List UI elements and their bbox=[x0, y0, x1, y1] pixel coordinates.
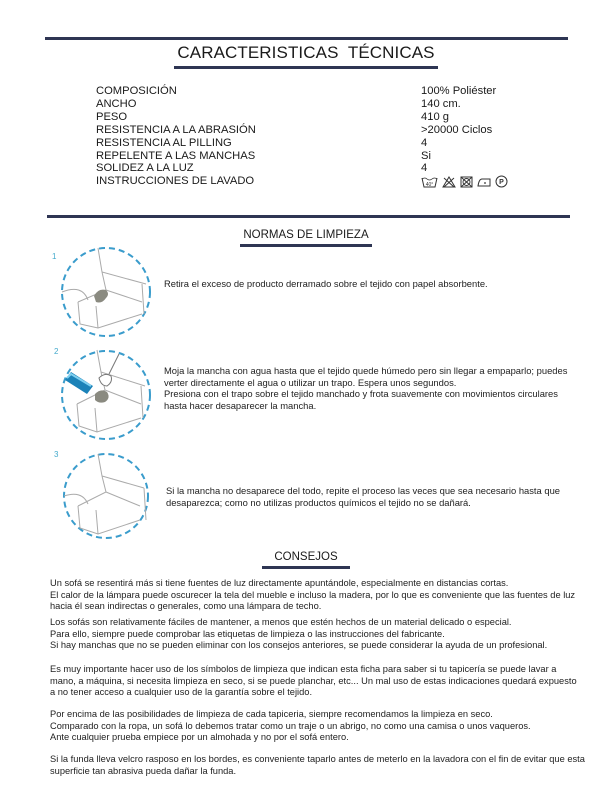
dry-clean-p-icon bbox=[495, 175, 508, 188]
iron-low-icon bbox=[477, 176, 491, 188]
svg-text:40°: 40° bbox=[425, 181, 434, 188]
sofa-wet-cloth-illustration bbox=[57, 346, 155, 444]
step-number: 3 bbox=[54, 450, 59, 459]
advice-paragraph bbox=[50, 754, 585, 777]
spec-label: RESISTENCIA AL PILLING bbox=[96, 136, 232, 149]
spec-row bbox=[96, 124, 561, 137]
sofa-stain-illustration bbox=[58, 244, 154, 340]
step-number: 1 bbox=[52, 252, 57, 261]
advice-text: Es muy importante hacer uso de los símbolos de limpieza que indican esta ficha para saber si tu tapicería se puede lavar a mano, a máquina, si necesita limpieza en seco, si se puede planchar, etc... Un mal uso de estas indicaciones quedará expuesto a no tener acceso a cualquier uso de la garantía sobre el tejido. bbox=[50, 664, 577, 698]
step-text: Retira el exceso de producto derramado sobre el tejido con papel absorbente. bbox=[164, 278, 488, 289]
step-text: Moja la mancha con agua hasta que el tejido quede húmedo pero sin llegar a empaparlo; puedes verter directamente el agua o utilizar un trapo. Espera unos segundos. Presiona con el trapo sobre el tejido manchado y frota suavemente con movimientos circulares hasta hacer desaparecer la mancha. bbox=[164, 365, 568, 411]
advice-paragraph bbox=[50, 617, 580, 652]
advice-text: Un sofá se resentirá más si tiene fuentes de luz directamente apuntándole, especialmente en distancias cortas. El calor de la lámpara puede oscurecer la tela del mueble e incluso la madera, por lo que es conveniente que las fuentes de luz hacia él sean indirectas o generales, como una lámpara de techo. bbox=[50, 578, 576, 612]
spec-value: 140 cm. bbox=[421, 97, 461, 110]
spec-value: 4 bbox=[421, 162, 428, 175]
wash-40-icon bbox=[421, 176, 438, 188]
spec-value: Si bbox=[421, 149, 431, 162]
spec-label: ANCHO bbox=[96, 97, 137, 110]
spec-label: INSTRUCCIONES DE LAVADO bbox=[96, 175, 255, 188]
mid-divider bbox=[47, 215, 570, 218]
no-tumble-dry-icon bbox=[460, 176, 473, 188]
advice-text: Si la funda lleva velcro rasposo en los bordes, es conveniente taparlo antes de meterlo en la lavadora con el fin de evitar que esta superficie tan abrasiva pueda dañar la funda. bbox=[50, 754, 585, 776]
no-bleach-icon bbox=[442, 176, 456, 188]
spec-label: PESO bbox=[96, 110, 128, 123]
advice-text: Por encima de las posibilidades de limpieza de cada tapiceria, siempre recomendamos la limpieza en seco. Comparado con la ropa, un sofá lo debemos tratar como un traje o un abrigo, no como una camisa o unos vaqueros. Ante cualquier prueba empiece por un almohada y no por el sofá entero. bbox=[50, 709, 531, 743]
spec-row bbox=[96, 162, 561, 175]
sofa-clean-illustration bbox=[60, 450, 152, 542]
cleaning-title: NORMAS DE LIMPIEZA bbox=[0, 229, 612, 247]
spec-label: COMPOSICIÓN bbox=[96, 85, 177, 97]
advice-title: CONSEJOS bbox=[0, 551, 612, 569]
spec-value: 100% Poliéster bbox=[421, 85, 497, 97]
spec-value: >20000 Ciclos bbox=[421, 123, 493, 136]
top-divider bbox=[45, 37, 568, 40]
tech-title: CARACTERISTICAS TÉCNICAS bbox=[0, 43, 612, 69]
spec-value: 4 bbox=[421, 136, 428, 149]
spec-label: RESISTENCIA A LA ABRASIÓN bbox=[96, 123, 256, 136]
svg-text:P: P bbox=[499, 179, 504, 187]
spec-row bbox=[96, 111, 561, 124]
wash-icons bbox=[421, 175, 561, 188]
step-number: 2 bbox=[54, 347, 59, 356]
spec-label: SOLIDEZ A LA LUZ bbox=[96, 162, 194, 175]
advice-paragraph bbox=[50, 578, 580, 613]
spec-row bbox=[96, 175, 561, 188]
advice-text: Los sofás son relativamente fáciles de mantener, a menos que estén hechos de un material delicado o especial. Para ello, siempre puede comprobar las etiquetas de limpieza o las instrucciones del fabricante. Si hay manchas que no se pueden eliminar con los consejos anteriores, se puede considerar la ayuda de un profesional. bbox=[50, 617, 548, 651]
advice-paragraph bbox=[50, 664, 580, 699]
spec-row bbox=[96, 150, 561, 163]
spec-row bbox=[96, 85, 561, 98]
spec-row bbox=[96, 137, 561, 150]
step-text: Si la mancha no desaparece del todo, repite el proceso las veces que sea necesario hasta que desaparezca; como no utilizas productos químicos el tejido no se dañará. bbox=[166, 485, 561, 508]
spec-label: REPELENTE A LAS MANCHAS bbox=[96, 149, 256, 162]
advice-paragraph bbox=[50, 709, 580, 744]
spec-row bbox=[96, 98, 561, 111]
spec-table bbox=[96, 85, 561, 188]
spec-value: 410 g bbox=[421, 110, 449, 123]
